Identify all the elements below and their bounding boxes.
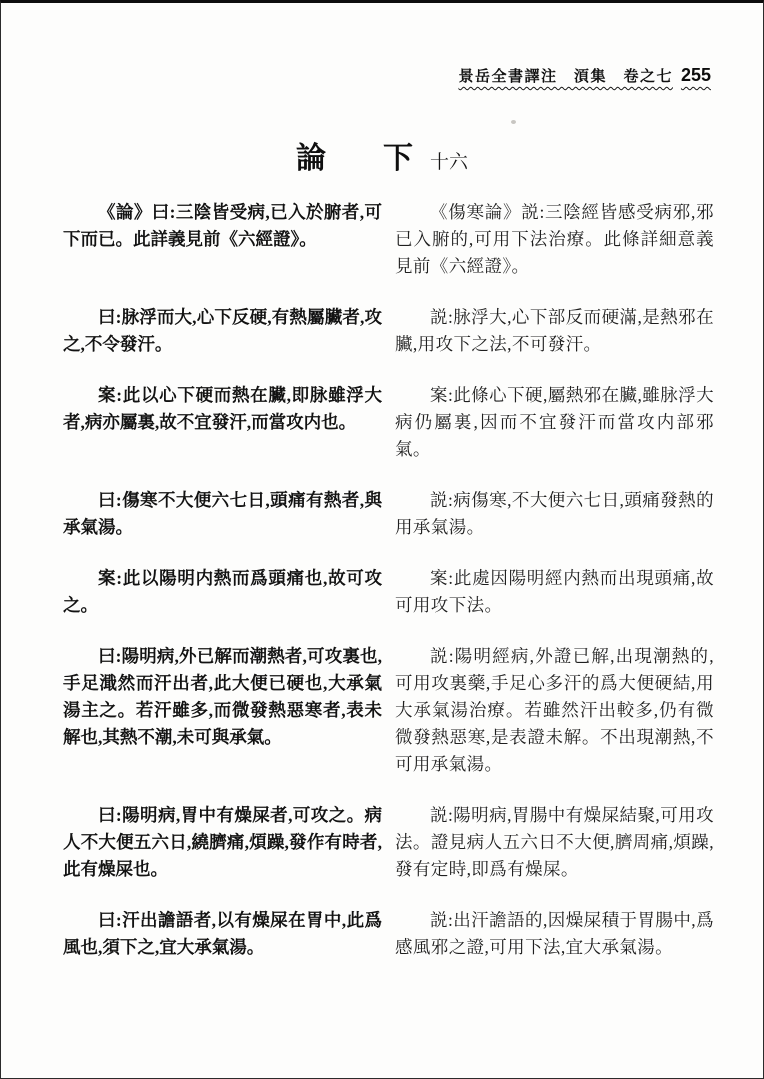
paragraph-text: 案:此處因陽明經内熱而出現頭痛,故可用攻下法。 [395, 568, 714, 615]
classical-text-paragraph [63, 199, 382, 280]
translation-paragraph [395, 304, 714, 358]
paragraph-text: 案:此以陽明内熱而爲頭痛也,故可攻之。 [63, 568, 382, 615]
paragraph-row [63, 565, 714, 619]
running-head-title: 景岳全書譯注 湏集 卷之七 [458, 69, 673, 85]
translation-paragraph [395, 487, 714, 541]
paragraph-text: 案:此以心下硬而熱在臟,即脉雖浮大者,病亦屬裏,故不宜發汗,而當攻内也。 [63, 385, 382, 432]
chapter-title [1, 133, 763, 177]
two-column-body [63, 199, 714, 985]
paragraph-text: 案:此條心下硬,屬熱邪在臟,雖脉浮大病仍屬裏,因而不宜發汗而當攻内部邪氣。 [395, 385, 714, 459]
paragraph-row [63, 382, 714, 463]
translation-paragraph [395, 565, 714, 619]
classical-text-paragraph [63, 907, 382, 961]
paragraph-row [63, 487, 714, 541]
paragraph-row [63, 304, 714, 358]
paragraph-text: 曰:傷寒不大便六七日,頭痛有熱者,與承氣湯。 [63, 490, 382, 537]
classical-text-paragraph [63, 643, 382, 778]
paragraph-text: 曰:陽明病,胃中有燥屎者,可攻之。病人不大便五六日,繞臍痛,煩躁,發作有時者,此有燥屎也。 [63, 805, 382, 879]
paragraph-text: 説:出汗譫語的,因燥屎積于胃腸中,爲感風邪之證,可用下法,宜大承氣湯。 [395, 910, 714, 957]
classical-text-paragraph [63, 382, 382, 463]
chapter-title-main-1: 論 [295, 142, 327, 175]
translation-paragraph [395, 643, 714, 778]
translation-paragraph [395, 382, 714, 463]
paragraph-text: 説:陽明經病,外證已解,出現潮熱的,可用攻裏藥,手足心多汗的爲大便硬結,用大承氣湯治療。若雖然汗出較多,仍有微微發熱惡寒,是表證未解。不出現潮熱,不可用承氣湯。 [395, 646, 714, 774]
classical-text-paragraph [63, 487, 382, 541]
paragraph-text: 説:脉浮大,心下部反而硬滿,是熱邪在臟,用攻下之法,不可發汗。 [395, 307, 714, 354]
paragraph-text: 《傷寒論》説:三陰經皆感受病邪,邪已入腑的,可用下法治療。此條詳細意義見前《六經證》。 [395, 202, 714, 276]
chapter-title-number: 十六 [429, 152, 468, 173]
page-number: 255 [680, 65, 711, 85]
paragraph-text: 曰:汗出譫語者,以有燥屎在胃中,此爲風也,須下之,宜大承氣湯。 [63, 910, 382, 957]
translation-paragraph [395, 802, 714, 883]
classical-text-paragraph [63, 802, 382, 883]
scan-speck [511, 120, 516, 124]
chapter-title-main-2: 下 [382, 142, 414, 175]
running-head-underline [458, 65, 711, 85]
paragraph-text: 曰:陽明病,外已解而潮熱者,可攻裏也,手足濈然而汗出者,此大便已硬也,大承氣湯主之。若汗雖多,而微發熱惡寒者,表未解也,其熱不潮,未可與承氣。 [63, 646, 382, 747]
paragraph-row [63, 802, 714, 883]
translation-paragraph [395, 199, 714, 280]
paragraph-text: 説:病傷寒,不大便六七日,頭痛發熱的用承氣湯。 [395, 490, 714, 537]
paragraph-row [63, 199, 714, 280]
paragraph-text: 曰:脉浮而大,心下反硬,有熱屬臟者,攻之,不令發汗。 [63, 307, 382, 354]
paragraph-row [63, 907, 714, 961]
classical-text-paragraph [63, 565, 382, 619]
classical-text-paragraph [63, 304, 382, 358]
paragraph-row [63, 643, 714, 778]
running-head [458, 65, 711, 86]
paragraph-text: 説:陽明病,胃腸中有燥屎結聚,可用攻法。證見病人五六日不大便,臍周痛,煩躁,發有定時,即爲有燥屎。 [395, 805, 714, 879]
paragraph-text: 《論》曰:三陰皆受病,已入於腑者,可下而已。此詳義見前《六經證》。 [63, 202, 382, 249]
translation-paragraph [395, 907, 714, 961]
